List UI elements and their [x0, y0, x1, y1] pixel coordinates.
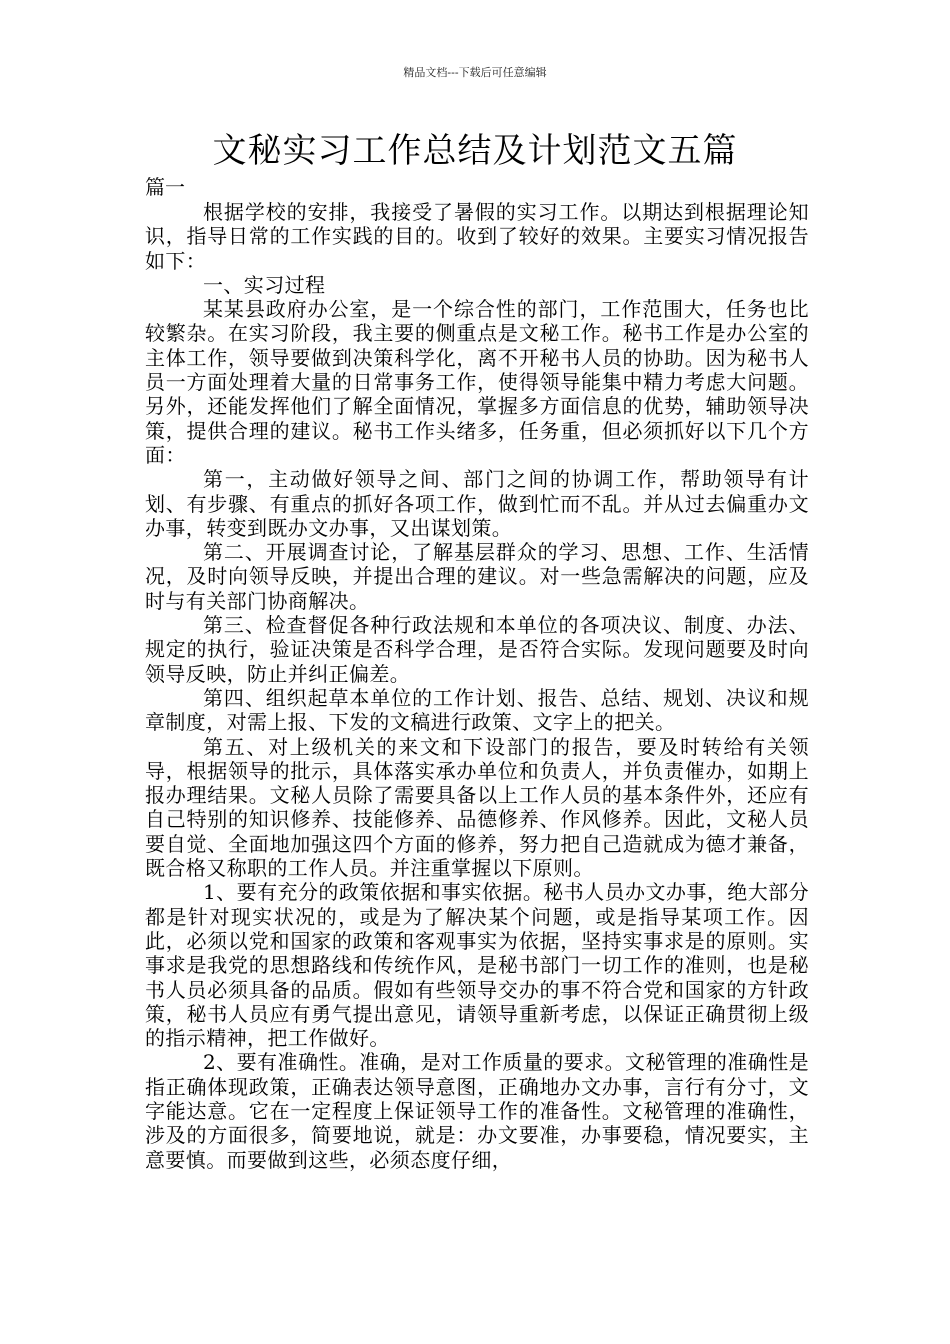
paragraph-point-3: 第三、检查督促各种行政法规和本单位的各项决议、制度、办法、规定的执行，验证决策是否科学合理，是否符合实际。发现问题要及时向领导反映，防止并纠正偏差。 — [145, 613, 809, 686]
paragraph-point-1: 第一，主动做好领导之间、部门之间的协调工作，帮助领导有计划、有步骤、有重点的抓好各项工作，做到忙而不乱。并从过去偏重办文办事，转变到既办文办事，又出谋划策。 — [145, 467, 809, 540]
paragraph-intro: 根据学校的安排，我接受了暑假的实习工作。以期达到根据理论知识，指导日常的工作实践的目的。收到了较好的效果。主要实习情况报告如下： — [145, 200, 809, 273]
paragraph-point-5: 第五、对上级机关的来文和下设部门的报告，要及时转给有关领导，根据领导的批示，具体落实承办单位和负责人，并负责催办，如期上报办理结果。文秘人员除了需要具备以上工作人员的基本条件外，还应有自己特别的知识修养、技能修养、品德修养、作风修养。因此，文秘人员要自觉、全面地加强这四个方面的修养，努力把自己造就成为德才兼备，既合格又称职的工作人员。并注重掌握以下原则。 — [145, 734, 809, 881]
paragraph-principle-2: 2、要有准确性。准确，是对工作质量的要求。文秘管理的准确性是指正确体现政策，正确表达领导意图，正确地办文办事，言行有分寸，文字能达意。它在一定程度上保证领导工作的准备性。文秘管理的准确性，涉及的方面很多，简要地说，就是：办文要准，办事要稳，情况要实，主意要慎。而要做到这些，必须态度仔细， — [145, 1050, 809, 1172]
section-label: 篇一 — [145, 175, 185, 199]
paragraph-office-overview: 某某县政府办公室，是一个综合性的部门，工作范围大，任务也比较繁杂。在实习阶段，我主要的侧重点是文秘工作。秘书工作是办公室的主体工作，领导要做到决策科学化，离不开秘书人员的协助。因为秘书人员一方面处理着大量的日常事务工作，使得领导能集中精力考虑大问题。另外，还能发挥他们了解全面情况，掌握多方面信息的优势，辅助领导决策，提供合理的建议。秘书工作头绪多，任务重，但必须抓好以下几个方面： — [145, 297, 809, 467]
heading-practice-process: 一、实习过程 — [203, 272, 326, 297]
document-title: 文秘实习工作总结及计划范文五篇 — [212, 131, 738, 171]
document-body — [145, 175, 809, 1172]
paragraph-principle-1: 1、要有充分的政策依据和事实依据。秘书人员办文办事，绝大部分都是针对现实状况的，或是为了解决某个问题，或是指导某项工作。因此，必须以党和国家的政策和客观事实为依据，坚持实事求是的原则。实事求是我党的思想路线和传统作风，是秘书部门一切工作的准则，也是秘书人员必须具备的品质。假如有些领导交办的事不符合党和国家的方针政策，秘书人员应有勇气提出意见，请领导重新考虑，以保证正确贯彻上级的指示精神，把工作做好。 — [145, 880, 809, 1051]
paragraph-point-4: 第四、组织起草本单位的工作计划、报告、总结、规划、决议和规章制度，对需上报、下发的文稿进行政策、文字上的把关。 — [145, 685, 809, 735]
paragraph-point-2: 第二、开展调查讨论，了解基层群众的学习、思想、工作、生活情况，及时向领导反映，并提出合理的建议。对一些急需解决的问题，应及时与有关部门协商解决。 — [145, 540, 809, 613]
header-note: 精品文档---下载后可任意编辑 — [403, 66, 547, 79]
